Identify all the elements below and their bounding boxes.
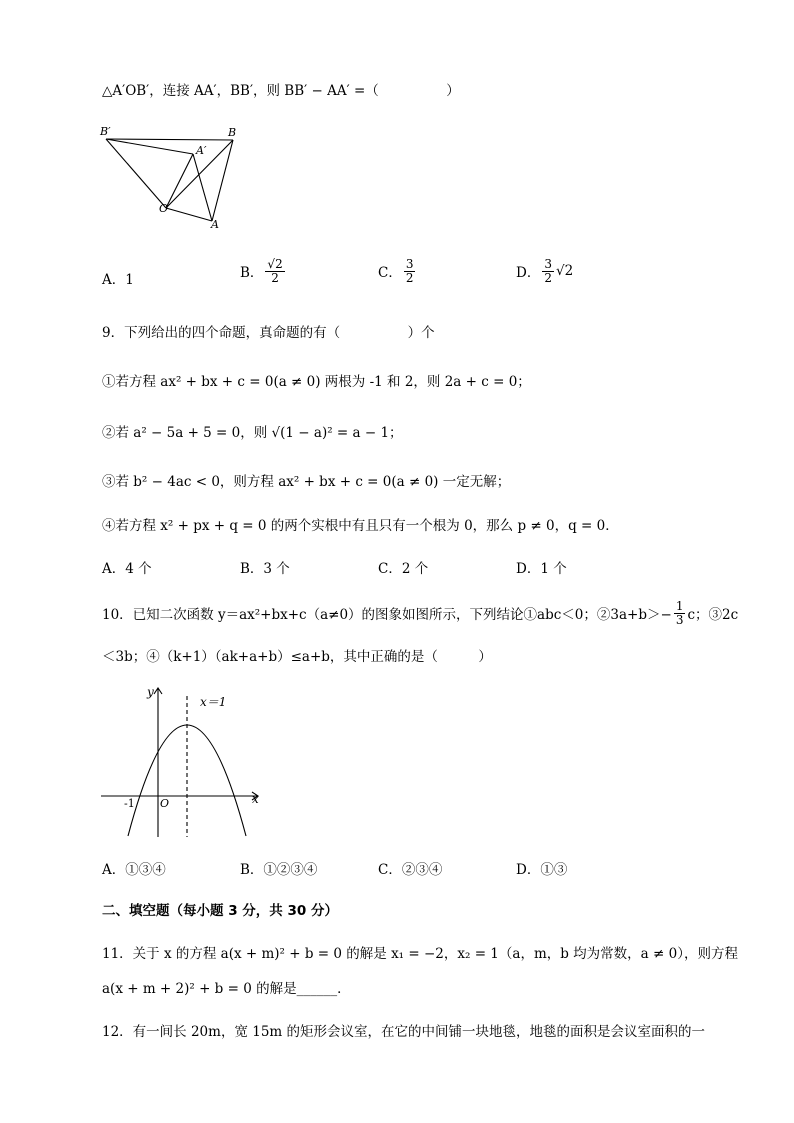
x-label: x xyxy=(252,792,259,806)
q10-stem-fraction: $\frac{1}{3}$ xyxy=(675,599,684,627)
q10-parabola-graph xyxy=(98,682,268,842)
q11-line-1: 11．关于 x 的方程 a(x + m)² + b = 0 的解是 x₁ = −2，x₂ = 1（a，m，b 均为常数，a ≠ 0），则方程 xyxy=(102,946,738,962)
label-o: O xyxy=(159,202,169,215)
section-2-title: 二、填空题（每小题 3 分，共 30 分） xyxy=(102,903,338,919)
origin-label: O xyxy=(160,797,170,810)
q8-option-a[interactable] xyxy=(102,268,134,288)
q9-item-1: ①若方程 ax² + bx + c = 0(a ≠ 0) 两根为 -1 和 2，则 2a + c = 0； xyxy=(102,374,531,390)
q10-stem-part-1: 10．已知二次函数 y＝ax²+bx+c（a≠0）的图象如图所示，下列结论①abc＜0；②3a+b＞− xyxy=(102,607,672,624)
option-tail: √2 xyxy=(555,263,574,280)
q9-option-c[interactable]: C．2 个 xyxy=(378,561,429,577)
option-letter: C． xyxy=(378,265,402,282)
label-a: A xyxy=(211,218,219,231)
label-b-prime: B′ xyxy=(100,125,111,138)
option-letter: D． xyxy=(516,265,541,282)
q9-option-d[interactable]: D．1 个 xyxy=(516,561,567,577)
option-letter: B． xyxy=(240,265,264,282)
q10-stem-line-2: ＜3b；④（k+1）（ak+a+b）≤a+b，其中正确的是（ ） xyxy=(102,649,492,665)
q10-option-b[interactable]: B．①②③④ xyxy=(240,862,318,878)
q9-item-2: ②若 a² − 5a + 5 = 0，则 √(1 − a)² = a − 1； xyxy=(102,425,403,441)
q8-option-d[interactable] xyxy=(516,258,573,284)
option-text: 1 xyxy=(125,272,134,288)
option-fraction: $\frac{3}{2}$ xyxy=(405,257,414,285)
q9-item-3: ③若 b² − 4ac < 0，则方程 ax² + bx + c = 0(a ≠ 0) 一定无解； xyxy=(102,474,511,490)
q8-triangle-figure xyxy=(98,122,258,232)
q8-option-b[interactable] xyxy=(240,258,287,284)
q10-stem-part-1b: c；③2c xyxy=(687,607,739,624)
q10-stem-line-1 xyxy=(102,600,738,626)
q9-option-b[interactable]: B．3 个 xyxy=(240,561,290,577)
option-fraction: $\frac{√2}{2}$ xyxy=(267,257,283,285)
label-b: B xyxy=(228,126,237,139)
q9-stem: 9．下列给出的四个命题，真命题的有（ ）个 xyxy=(102,325,435,341)
option-letter: A． xyxy=(102,272,126,288)
q11-line-2: a(x + m + 2)² + b = 0 的解是______． xyxy=(102,981,351,997)
neg-one-label: -1 xyxy=(124,797,135,810)
q10-option-a[interactable]: A．①③④ xyxy=(102,862,166,878)
q9-option-a[interactable]: A．4 个 xyxy=(102,561,152,577)
q8-intro: △A′OB′，连接 AA′，BB′，则 BB′ − AA′ =（ ） xyxy=(102,83,460,99)
q9-item-4: ④若方程 x² + px + q = 0 的两个实根中有且只有一个根为 0，那么 p ≠ 0，q = 0． xyxy=(102,518,619,534)
axis-label: x＝1 xyxy=(200,695,227,709)
y-label: y xyxy=(147,685,154,699)
q8-option-c[interactable] xyxy=(378,258,417,284)
q12-line-1: 12．有一间长 20m，宽 15m 的矩形会议室，在它的中间铺一块地毯，地毯的面积是会议室面积的一 xyxy=(102,1024,706,1040)
q10-option-c[interactable]: C．②③④ xyxy=(378,862,443,878)
option-fraction: $\frac{3}{2}$ xyxy=(544,257,552,285)
label-a-prime: A′ xyxy=(196,144,207,157)
q10-option-d[interactable]: D．①③ xyxy=(516,862,568,878)
